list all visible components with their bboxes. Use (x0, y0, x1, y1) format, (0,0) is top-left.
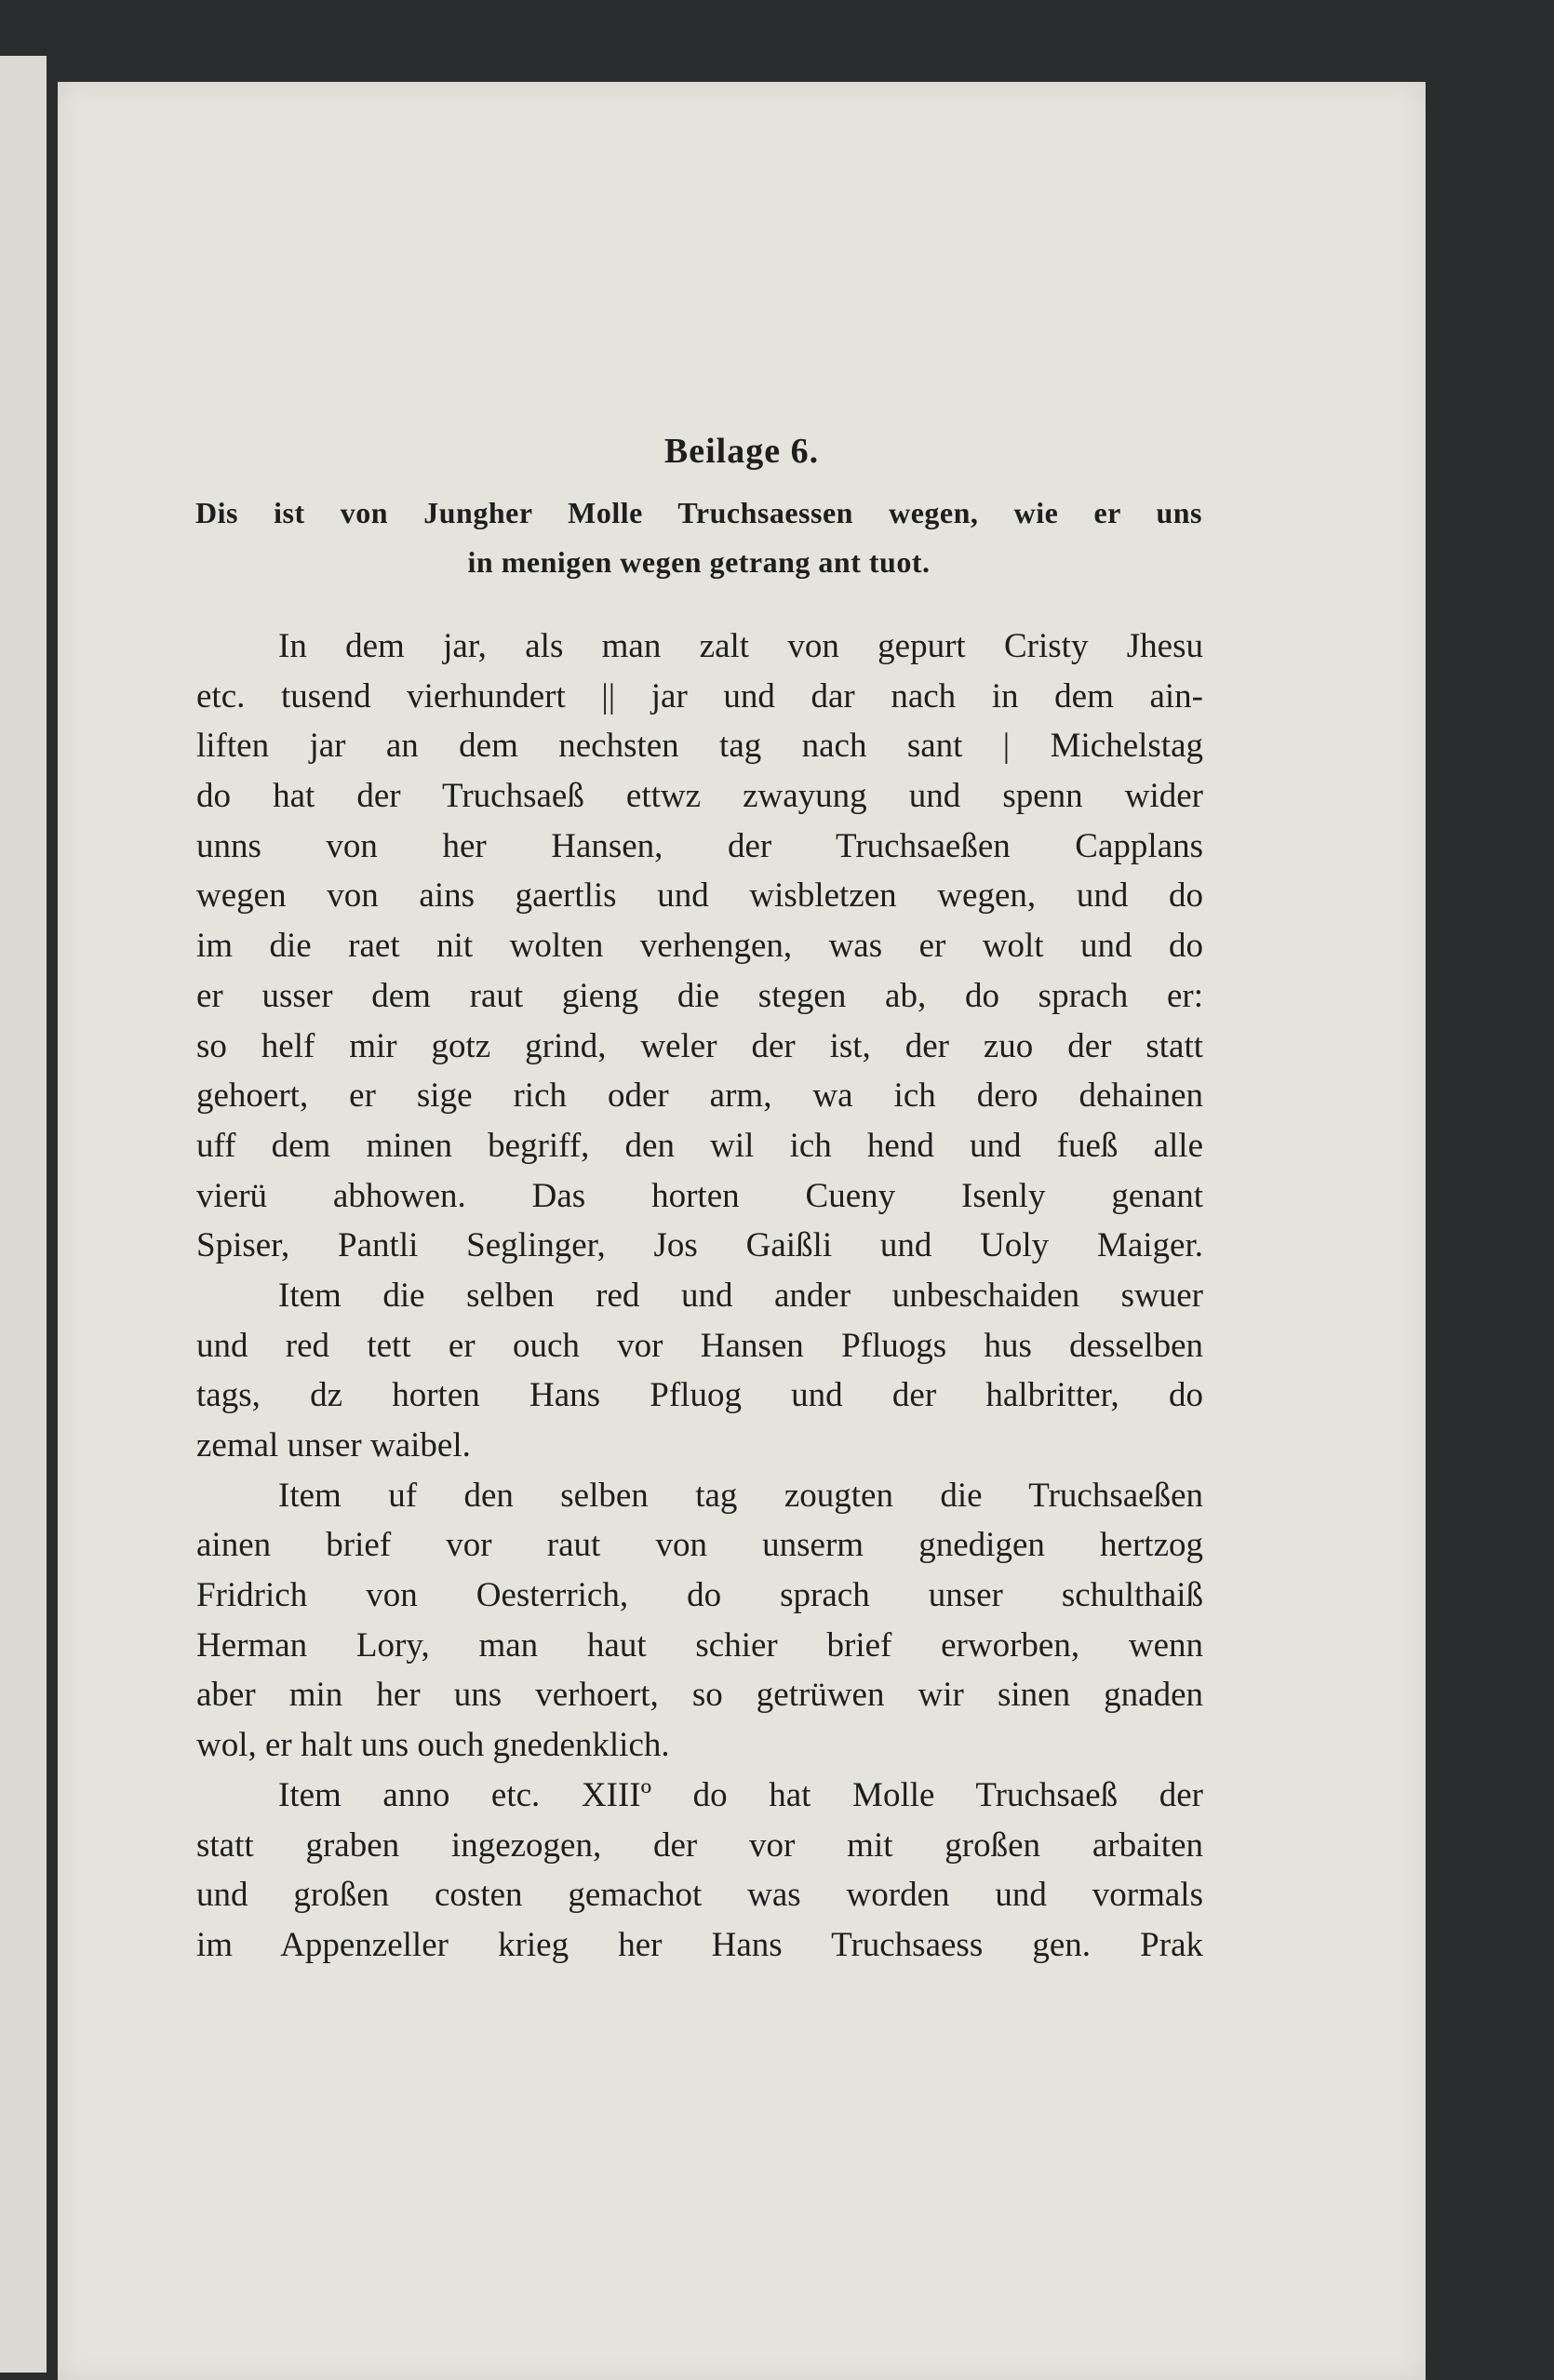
text-line: im die raet nit wolten verhengen, was er wolt und do (196, 927, 1203, 966)
appendix-title: Beilage 6. (663, 432, 820, 471)
subtitle-line-2: in menigen wegen getrang ant tuot. (467, 545, 931, 579)
adjacent-page-edge (0, 56, 47, 2373)
text-line: ainen brief vor raut von unserm gnedigen hertzog (196, 1526, 1203, 1565)
text-line: tags, dz horten Hans Pfluog und der halbritter, do (196, 1376, 1203, 1415)
text-line: im Appenzeller krieg her Hans Truchsaess gen. Prak (196, 1925, 1203, 1964)
text-line: liften jar an dem nechsten tag nach sant | Michelstag (196, 727, 1203, 766)
text-line: gehoert, er sige rich oder arm, wa ich dero dehainen (196, 1076, 1203, 1116)
text-line: unns von her Hansen, der Truchsaeßen Capplans (196, 826, 1203, 865)
text-line: Item die selben red und ander unbeschaiden swuer (278, 1276, 1203, 1315)
text-line: etc. tusend vierhundert || jar und dar nach in dem ain- (196, 676, 1203, 715)
text-line: wol, er halt uns ouch gnedenklich. (196, 1726, 670, 1765)
text-line: In dem jar, als man zalt von gepurt Cristy Jhesu (278, 627, 1203, 665)
text-line: er usser dem raut gieng die stegen ab, do sprach er: (196, 976, 1203, 1015)
text-line: vierü abhowen. Das horten Cueny Isenly genant (196, 1176, 1203, 1215)
text-line: aber min her uns verhoert, so getrüwen wir sinen gnaden (196, 1676, 1203, 1715)
text-line: Spiser, Pantli Seglinger, Jos Gaißli und Uoly Maiger. (196, 1226, 1203, 1265)
text-line: Fridrich von Oesterrich, do sprach unser schulthaiß (196, 1576, 1203, 1615)
text-line: statt graben ingezogen, der vor mit großen arbaiten (196, 1825, 1203, 1865)
text-line: so helf mir gotz grind, weler der ist, der zuo der statt (196, 1026, 1203, 1065)
subtitle-line-1: Dis ist von Jungher Molle Truchsaessen wegen, wie er uns (195, 496, 1202, 529)
text-line: uff dem minen begriff, den wil ich hend und fueß alle (196, 1126, 1203, 1165)
text-line: und red tett er ouch vor Hansen Pfluogs hus desselben (196, 1326, 1203, 1365)
text-line: Item anno etc. XIIIº do hat Molle Truchsaeß der (278, 1775, 1203, 1814)
text-line: Herman Lory, man haut schier brief erworben, wenn (196, 1625, 1203, 1665)
text-line: wegen von ains gaertlis und wisbletzen wegen, und do (196, 876, 1203, 916)
body-text (196, 622, 1203, 1971)
text-line: do hat der Truchsaeß ettwz zwayung und spenn wider (196, 777, 1203, 816)
book-page (58, 82, 1426, 2380)
text-line: und großen costen gemachot was worden und vormals (196, 1876, 1203, 1915)
text-line: Item uf den selben tag zougten die Truchsaeßen (278, 1476, 1203, 1515)
text-line: zemal unser waibel. (196, 1426, 471, 1464)
